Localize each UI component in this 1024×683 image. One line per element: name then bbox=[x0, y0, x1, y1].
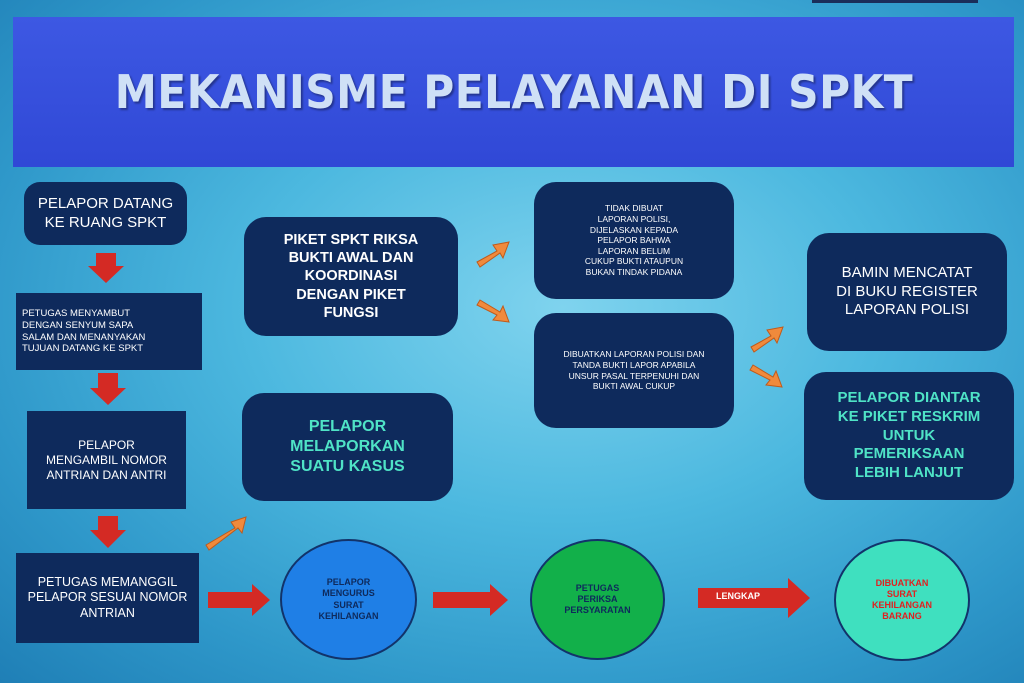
step-pelapor-datang: PELAPOR DATANG KE RUANG SPKT bbox=[24, 182, 187, 245]
step-petugas-menyambut: PETUGAS MENYAMBUT DENGAN SENYUM SAPA SALAM DAN MENANYAKAN TUJUAN DATANG KE SPKT bbox=[16, 293, 202, 370]
page-title: MEKANISME PELAYANAN DI SPKT bbox=[114, 65, 913, 119]
circle-periksa-persyaratan: PETUGAS PERIKSA PERSYARATAN bbox=[530, 539, 665, 660]
box-pelapor-diantar: PELAPOR DIANTAR KE PIKET RESKRIM UNTUK PEMERIKSAAN LEBIH LANJUT bbox=[804, 372, 1014, 500]
arrow-right-1 bbox=[208, 584, 270, 616]
arrow-orange-up-1 bbox=[477, 242, 509, 267]
label-lengkap: LENGKAP bbox=[716, 591, 761, 601]
arrow-orange-to-melapor bbox=[206, 517, 246, 550]
box-piket-riksa: PIKET SPKT RIKSA BUKTI AWAL DAN KOORDINASI DENGAN PIKET FUNGSI bbox=[244, 217, 458, 336]
arrow-down-1 bbox=[88, 253, 124, 283]
circle-mengurus-surat: PELAPOR MENGURUS SURAT KEHILANGAN bbox=[280, 539, 417, 660]
circle-dibuatkan-surat: DIBUATKAN SURAT KEHILANGAN BARANG bbox=[834, 539, 970, 661]
arrow-orange-down-2 bbox=[750, 365, 782, 387]
box-dibuatkan-laporan: DIBUATKAN LAPORAN POLISI DAN TANDA BUKTI LAPOR APABILA UNSUR PASAL TERPENUHI DAN BUKTI AWAL CUKUP bbox=[534, 313, 734, 428]
arrow-right-2 bbox=[433, 584, 508, 616]
box-tidak-dibuat-laporan: TIDAK DIBUAT LAPORAN POLISI, DIJELASKAN KEPADA PELAPOR BAHWA LAPORAN BELUM CUKUP BUKTI ATAUPUN BUKAN TINDAK PIDANA bbox=[534, 182, 734, 299]
box-bamin-mencatat: BAMIN MENCATAT DI BUKU REGISTER LAPORAN POLISI bbox=[807, 233, 1007, 351]
step-petugas-memanggil: PETUGAS MEMANGGIL PELAPOR SESUAI NOMOR ANTRIAN bbox=[16, 553, 199, 643]
arrow-orange-up-2 bbox=[751, 327, 783, 352]
arrow-down-2 bbox=[90, 373, 126, 405]
box-pelapor-melaporkan: PELAPOR MELAPORKAN SUATU KASUS bbox=[242, 393, 453, 501]
step-ambil-nomor-antrian: PELAPOR MENGAMBIL NOMOR ANTRIAN DAN ANTRI bbox=[27, 411, 186, 509]
arrow-orange-down-1 bbox=[477, 300, 509, 322]
arrow-down-3 bbox=[90, 516, 126, 548]
